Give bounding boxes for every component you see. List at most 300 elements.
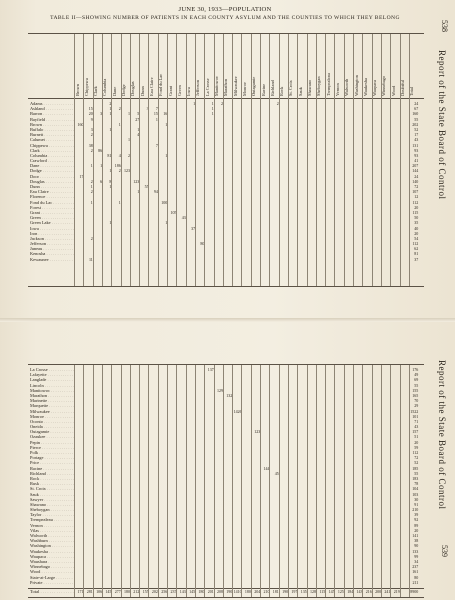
header-date-line: JUNE 30, 1933—POPULATION (178, 6, 272, 13)
column-rule (353, 365, 354, 597)
table-cell: 103 (412, 491, 419, 497)
column-rule (325, 365, 326, 597)
county-name: Calumet . . . (30, 137, 74, 142)
total-cell: 201 (207, 588, 214, 594)
table-cell: 144 (263, 465, 270, 471)
table-cell: 51 (414, 434, 419, 440)
column-rule (279, 365, 280, 597)
table-cell: 112 (412, 241, 419, 247)
table-cell: 1 (211, 101, 214, 106)
column-rule (344, 34, 345, 286)
column-rule (74, 34, 75, 286)
table-cell: 39 (414, 512, 419, 518)
county-name: Milwaukee . . . (30, 409, 74, 414)
table-cell: 49 (414, 372, 419, 378)
county-name: Waushara . . . (30, 559, 74, 564)
table-cell: 133 (412, 548, 419, 554)
column-rule (279, 34, 280, 286)
table-cell: 89 (414, 522, 419, 528)
county-name: Langlade . . . (30, 377, 74, 382)
table-cell: 52 (414, 460, 419, 466)
column-rule (269, 365, 270, 597)
table-cell: 52 (414, 126, 419, 132)
table-cell: 2 (90, 189, 93, 195)
county-name: Shawano . . . (30, 502, 74, 507)
county-name: Forest . . . (30, 205, 74, 210)
table-cell: 80 (414, 574, 419, 580)
table-cell: 6 (100, 178, 103, 184)
table-cell: 35 (414, 220, 419, 226)
table-cell: 55 (414, 116, 419, 122)
column-rule (334, 365, 335, 597)
table-cell: 3 (146, 106, 149, 112)
table-cell: 2 (128, 152, 130, 158)
table-cell: 17 (79, 173, 84, 179)
table-cell: 29 (414, 403, 419, 409)
column-header: Marathon (223, 78, 229, 96)
column-rule (251, 365, 252, 597)
total-cell: 145 (328, 588, 335, 594)
table-cell: 99 (414, 553, 419, 559)
table-cell: 12 (414, 194, 419, 200)
table-cell: 107 (412, 189, 419, 195)
county-name: Grant . . . (30, 210, 74, 215)
table-cell: 55 (144, 184, 149, 189)
total-cell: 212 (133, 588, 140, 594)
table-cell: 1426 (233, 408, 242, 414)
county-name: Door . . . (30, 174, 74, 179)
table-cell: 2 (221, 101, 223, 106)
table-cell: 2 (90, 132, 93, 138)
total-cell: 181 (272, 588, 279, 594)
running-head (30, 6, 420, 22)
table-cell: 104 (412, 486, 419, 492)
county-name: Florence . . . (30, 194, 74, 199)
table-cell: 40 (414, 225, 419, 231)
table-cell: 20 (414, 230, 419, 236)
county-name: Trempealeau . . . (30, 517, 74, 522)
total-cell: 145 (105, 588, 112, 594)
county-name: Vernon . . . (30, 523, 74, 528)
table-cell: 1 (193, 101, 196, 106)
table-cell: 81 (107, 152, 112, 158)
table-cell: 90 (414, 543, 419, 549)
column-rule (148, 365, 149, 597)
county-name: Vilas . . . (30, 528, 74, 533)
county-name: Richland . . . (30, 471, 74, 476)
table-cell: 27 (135, 116, 140, 122)
table-cell: 165 (412, 392, 419, 398)
table-cell: 81 (414, 251, 419, 257)
column-rule (381, 365, 382, 597)
table-cell: 210 (412, 507, 419, 513)
total-cell: 197 (291, 588, 298, 594)
table-cell: 1 (109, 111, 112, 117)
table-cell: 1 (90, 184, 93, 189)
column-rule (139, 34, 140, 286)
population-table-bottom (28, 364, 424, 598)
column-rule (260, 34, 261, 286)
column-header: Rock (279, 86, 285, 96)
total-cell: 155 (142, 588, 149, 594)
total-cell: 115 (319, 588, 326, 594)
table-cell: 15 (153, 111, 158, 117)
page-number-top: 538 (440, 20, 449, 32)
column-header: Milwaukee (232, 76, 238, 96)
column-header: Fond du Lac (158, 73, 164, 96)
total-cell: 180 (198, 588, 205, 594)
table-cell: 34 (414, 558, 419, 564)
total-cell: 125 (337, 588, 344, 594)
total-cell: 128 (310, 588, 316, 594)
table-cell: 2 (109, 101, 112, 106)
county-name: Marquette . . . (30, 403, 74, 408)
column-header: Douglas (130, 81, 136, 96)
county-name: Bayfield . . . (30, 117, 74, 122)
column-rule (223, 34, 224, 286)
table-cell: 176 (412, 367, 419, 372)
table-cell: 137 (207, 367, 214, 372)
column-rule (102, 365, 103, 597)
column-header: Dane (111, 86, 117, 96)
county-name: Kenosha . . . (30, 251, 74, 256)
column-rule (186, 365, 187, 597)
county-name: Barron . . . (30, 111, 74, 116)
column-rule (362, 365, 363, 597)
county-name: Sauk . . . (30, 492, 74, 497)
table-cell: 17 (414, 132, 419, 138)
table-cell: 59 (414, 444, 419, 450)
county-name: Buffalo . . . (30, 127, 74, 132)
table-cell: 43 (414, 137, 419, 143)
table-cell: 72 (414, 184, 419, 189)
county-name: Rusk . . . (30, 481, 74, 486)
totals-label: Total . . . (30, 589, 74, 594)
table-cell: 43 (181, 215, 186, 221)
table-cell: 140 (412, 178, 419, 184)
column-header: Washington (353, 75, 359, 96)
column-header: Racine (260, 83, 266, 96)
table-cell: 183 (412, 475, 419, 481)
column-rule (325, 34, 326, 286)
county-name: Iron . . . (30, 231, 74, 236)
column-rule (297, 365, 298, 597)
column-rule (288, 365, 289, 597)
column-rule (74, 365, 75, 597)
county-name: Marinette . . . (30, 398, 74, 403)
table-cell: 1 (90, 163, 93, 169)
column-rule (111, 34, 112, 286)
table-cell: 186 (114, 163, 121, 169)
county-name: Racine . . . (30, 466, 74, 471)
column-rule (223, 365, 224, 597)
county-name: Kewaunee . . . (30, 257, 74, 262)
county-name: Adams . . . (30, 101, 74, 106)
table-cell: 11 (88, 256, 93, 262)
column-rule (307, 34, 308, 286)
column-header: Dodge (121, 84, 126, 96)
table-cell: 160 (412, 111, 419, 117)
total-cell: 200 (375, 588, 382, 594)
table-cell: 129 (217, 387, 223, 393)
column-header: Doubtful (400, 80, 405, 96)
county-name: Lafayette . . . (30, 372, 74, 377)
table-cell: 55 (414, 382, 419, 388)
table-cell: 3 (100, 111, 103, 117)
table-cell: 123 (133, 178, 140, 184)
table-cell: 94 (153, 189, 158, 195)
table-cell: 93 (414, 152, 419, 158)
table-cell: 2 (90, 147, 93, 153)
table-cell: 1 (155, 116, 158, 122)
column-header: Eau Claire (148, 77, 154, 96)
county-name: Douglas . . . (30, 179, 74, 184)
table-cell: 132 (226, 392, 233, 398)
column-rule (102, 34, 103, 286)
table-cell: 2 (118, 168, 121, 174)
column-header: Clark (93, 86, 99, 96)
table-cell: 1 (211, 106, 214, 112)
county-name: Monroe . . . (30, 414, 74, 419)
column-header: Wood (390, 85, 396, 96)
column-rule (176, 34, 177, 286)
table-cell: 1 (128, 111, 130, 117)
column-rule (232, 365, 233, 597)
table-cell: 20 (88, 111, 93, 117)
table-cell: 93 (414, 147, 419, 153)
column-rule (130, 365, 131, 597)
total-cell: 145 (189, 588, 196, 594)
page-number-bottom: 539 (440, 545, 449, 557)
county-name: State-at-Large . . . (30, 575, 74, 580)
table-cell: 71 (414, 418, 419, 424)
table-cell: 1522 (410, 408, 419, 414)
total-cell: 106 (96, 588, 103, 594)
column-header: Winnebago (381, 75, 387, 96)
column-rule (167, 365, 168, 597)
table-cell: 38 (414, 538, 419, 544)
table-cell: 141 (412, 533, 419, 538)
county-name: Private . . . (30, 580, 74, 585)
column-rule (297, 34, 298, 286)
total-cell: 256 (161, 588, 168, 594)
county-name: Dunn . . . (30, 184, 74, 189)
column-rule (121, 34, 122, 286)
total-cell: 281 (86, 588, 93, 594)
table-cell: 1 (118, 199, 121, 205)
column-rule (400, 365, 401, 597)
table-cell: 20 (414, 439, 419, 445)
column-header-row (28, 34, 424, 99)
county-name: Walworth . . . (30, 533, 74, 538)
county-name: Taylor . . . (30, 512, 74, 517)
county-rows-top (28, 101, 424, 262)
table-cell: 1 (137, 126, 140, 132)
table-cell: 1 (118, 121, 121, 127)
column-rule (204, 34, 205, 286)
table-cell: 24 (414, 173, 419, 179)
table-row (28, 580, 424, 585)
county-name: Washburn . . . (30, 538, 74, 543)
column-rule (83, 365, 84, 597)
table-row (28, 257, 424, 262)
county-name: Oconto . . . (30, 419, 74, 424)
table-cell: 105 (170, 209, 177, 215)
table-cell: 1 (165, 121, 168, 127)
column-rule (334, 34, 335, 286)
column-rule (83, 34, 84, 286)
table-cell: 92 (414, 517, 419, 523)
column-header: Chippewa (83, 78, 89, 96)
county-rows-bottom (28, 367, 424, 594)
table-cell: 3 (90, 126, 93, 132)
county-name: Washington . . . (30, 543, 74, 548)
column-rule (139, 365, 140, 597)
column-rule (372, 365, 373, 597)
column-header: Monroe (241, 82, 247, 96)
table-cell: 144 (412, 168, 419, 174)
county-name: St. Croix . . . (30, 486, 74, 491)
total-cell: 190 (226, 588, 233, 594)
column-rule (390, 34, 391, 286)
county-name: Outagamie . . . (30, 429, 74, 434)
total-cell: 184 (347, 588, 354, 594)
column-header: Sauk (297, 87, 303, 96)
total-cell: 171 (77, 588, 84, 594)
table-cell: 1 (109, 220, 112, 226)
total-cell: 208 (217, 588, 223, 594)
county-name: Jefferson . . . (30, 241, 74, 246)
table-cell: 43 (414, 424, 419, 430)
county-name: Fond du Lac . . . (30, 200, 74, 205)
column-header: La Crosse (204, 78, 210, 96)
column-header: Waupaca (372, 80, 378, 96)
total-cell: 210 (263, 588, 270, 594)
column-rule (148, 34, 149, 286)
total-cell: 135 (300, 588, 307, 594)
table-cell: 1 (100, 163, 103, 169)
column-header: Manitowoc (214, 76, 219, 96)
table-cell: 54 (414, 235, 419, 241)
county-name: Price . . . (30, 460, 74, 465)
table-cell: 112 (412, 199, 419, 205)
column-rule (121, 365, 122, 597)
county-name: La Crosse . . . (30, 367, 74, 372)
column-rule (195, 365, 196, 597)
column-rule (232, 34, 233, 286)
county-name: Manitowoc . . . (30, 388, 74, 393)
table-cell: 45 (274, 470, 279, 476)
column-header: Jefferson (195, 79, 201, 96)
column-header: Dunn (139, 86, 145, 96)
table-cell: 123 (254, 429, 261, 435)
column-rule (241, 365, 242, 597)
table-cell: 67 (414, 106, 419, 112)
table-cell: 1 (90, 199, 93, 205)
table-cell: 86 (98, 147, 103, 153)
table-cell: 185 (412, 465, 419, 471)
total-cell: 277 (114, 588, 121, 594)
table-cell: 237 (412, 564, 419, 570)
table-cell: 2 (90, 178, 93, 184)
column-header: Trempealeau (325, 73, 331, 96)
county-name: Dane . . . (30, 163, 74, 168)
table-cell: 211 (412, 579, 419, 585)
table-cell: 155 (412, 387, 419, 393)
table-cell: 38 (88, 142, 93, 148)
table-cell: 2 (90, 235, 93, 241)
table-cell: 1 (165, 220, 168, 226)
total-cell: 202 (151, 588, 158, 594)
table-cell: 9 (90, 116, 93, 122)
county-name: Lincoln . . . (30, 383, 74, 388)
county-name: Pierce . . . (30, 445, 74, 450)
county-name: Juneau . . . (30, 246, 74, 251)
total-cell: 204 (254, 588, 261, 594)
column-header: St. Croix (288, 80, 294, 96)
table-cell: 112 (412, 450, 419, 455)
column-rule (353, 34, 354, 286)
table-cell: 1 (137, 189, 140, 195)
column-header: Green (176, 85, 182, 96)
table-cell: 7 (155, 106, 158, 112)
table-cell: 207 (412, 163, 419, 169)
column-rule (158, 34, 159, 286)
county-name: Rock . . . (30, 476, 74, 481)
total-cell: 219 (393, 588, 400, 594)
table-cell: 157 (412, 429, 419, 435)
table-cell: 16 (163, 111, 168, 117)
page-fold (0, 318, 455, 322)
column-rule (409, 34, 410, 286)
county-name: Oneida . . . (30, 424, 74, 429)
column-rule (372, 34, 373, 286)
column-rule (316, 34, 317, 286)
column-rule (214, 365, 215, 597)
population-table-top (28, 33, 424, 287)
table-cell: 78 (414, 481, 419, 487)
table-cell: 1 (109, 126, 112, 132)
table-cell: 1 (211, 111, 214, 117)
column-header: Shawano (307, 79, 312, 96)
column-header: Columbia (102, 78, 108, 96)
totals-row (28, 588, 424, 594)
total-cell: 190 (282, 588, 289, 594)
county-name: Crawford . . . (30, 158, 74, 163)
column-header: Outagamie (251, 76, 257, 96)
county-name: Portage . . . (30, 455, 74, 460)
county-name: Jackson . . . (30, 236, 74, 241)
column-rule (111, 365, 112, 597)
column-rule (176, 365, 177, 597)
column-rule (269, 34, 270, 286)
total-cell: 180 (244, 588, 251, 594)
county-name: Winnebago . . . (30, 564, 74, 569)
county-name: Sawyer . . . (30, 497, 74, 502)
county-name: Pepin . . . (30, 440, 74, 445)
table-cell: 131 (412, 142, 419, 148)
table-cell: 115 (412, 209, 419, 215)
column-header: Walworth (344, 78, 350, 96)
column-rule (400, 34, 401, 286)
table-cell: 4 (118, 152, 121, 158)
county-name: Iowa . . . (30, 226, 74, 231)
table-cell: 37 (191, 225, 196, 231)
total-cell: 143 (179, 588, 186, 594)
column-rule (195, 34, 196, 286)
table-cell: 8 (109, 178, 112, 184)
table-cell: 91 (414, 501, 419, 507)
